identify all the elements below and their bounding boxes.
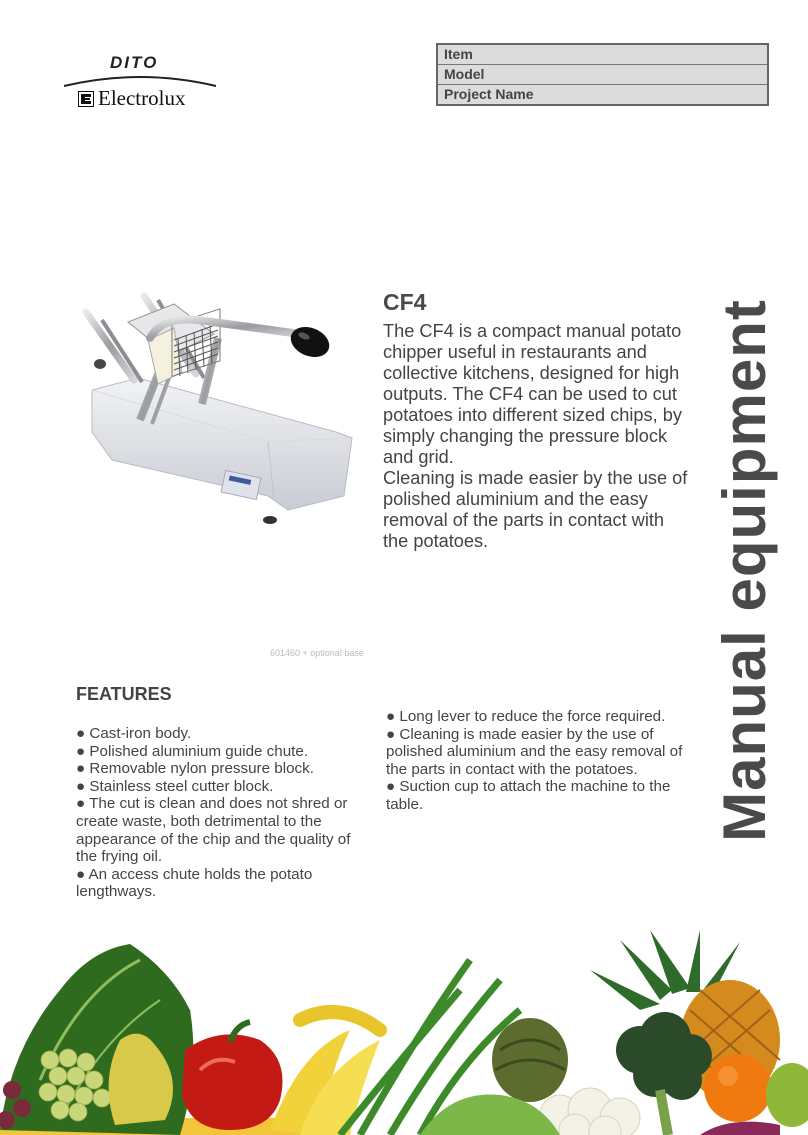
feature-item: ● Suction cup to attach the machine to the table. xyxy=(386,778,671,813)
image-caption: 601460 + optional base xyxy=(270,648,364,658)
product-description xyxy=(383,321,688,552)
feature-item: ● Removable nylon pressure block. xyxy=(76,760,314,778)
feature-item: ● Polished aluminium guide chute. xyxy=(76,742,309,760)
feature-item: ● Cast-iron body. xyxy=(76,725,192,742)
side-title-text: Manual equipment xyxy=(710,298,778,842)
vegetables-banner-image xyxy=(0,930,808,1135)
potato-chipper-image xyxy=(78,282,360,530)
electrolux-logo xyxy=(78,86,185,111)
feature-item: ● Stainless steel cutter block. xyxy=(76,777,274,795)
info-row-model: Model xyxy=(438,65,767,85)
features-heading: FEATURES xyxy=(76,684,172,704)
electrolux-logo-text: Electrolux xyxy=(98,86,186,110)
electrolux-mark-icon xyxy=(78,91,94,107)
product-description-paragraph: Cleaning is made easier by the use of polished aluminium and the easy removal of the parts in contact with the potatoes. xyxy=(383,468,688,551)
info-row-item: Item xyxy=(438,45,767,65)
product-description-paragraph: The CF4 is a compact manual potato chipper useful in restaurants and collective kitchens, designed for high outputs. The CF4 can be used to cut potatoes into different sized chips, by simply changing the pressure block and grid. xyxy=(383,321,682,467)
info-row-project-name: Project Name xyxy=(444,86,534,102)
feature-item: ● Cleaning is made easier by the use of polished aluminium and the easy removal of the parts in contact with the potatoes. xyxy=(386,725,683,778)
features-list-left xyxy=(76,725,366,901)
features-list-right xyxy=(386,708,686,814)
dito-logo-text: DITO xyxy=(110,53,159,72)
feature-item: ● Long lever to reduce the force required. xyxy=(386,708,666,725)
info-table xyxy=(436,43,769,106)
feature-item: ● An access chute holds the potato lengthways. xyxy=(76,865,313,901)
side-title xyxy=(712,232,776,908)
product-title: CF4 xyxy=(383,289,427,315)
feature-item: ● The cut is clean and does not shred or create waste, both detrimental to the appearance of the chip and the quality of the frying oil. xyxy=(76,795,351,866)
